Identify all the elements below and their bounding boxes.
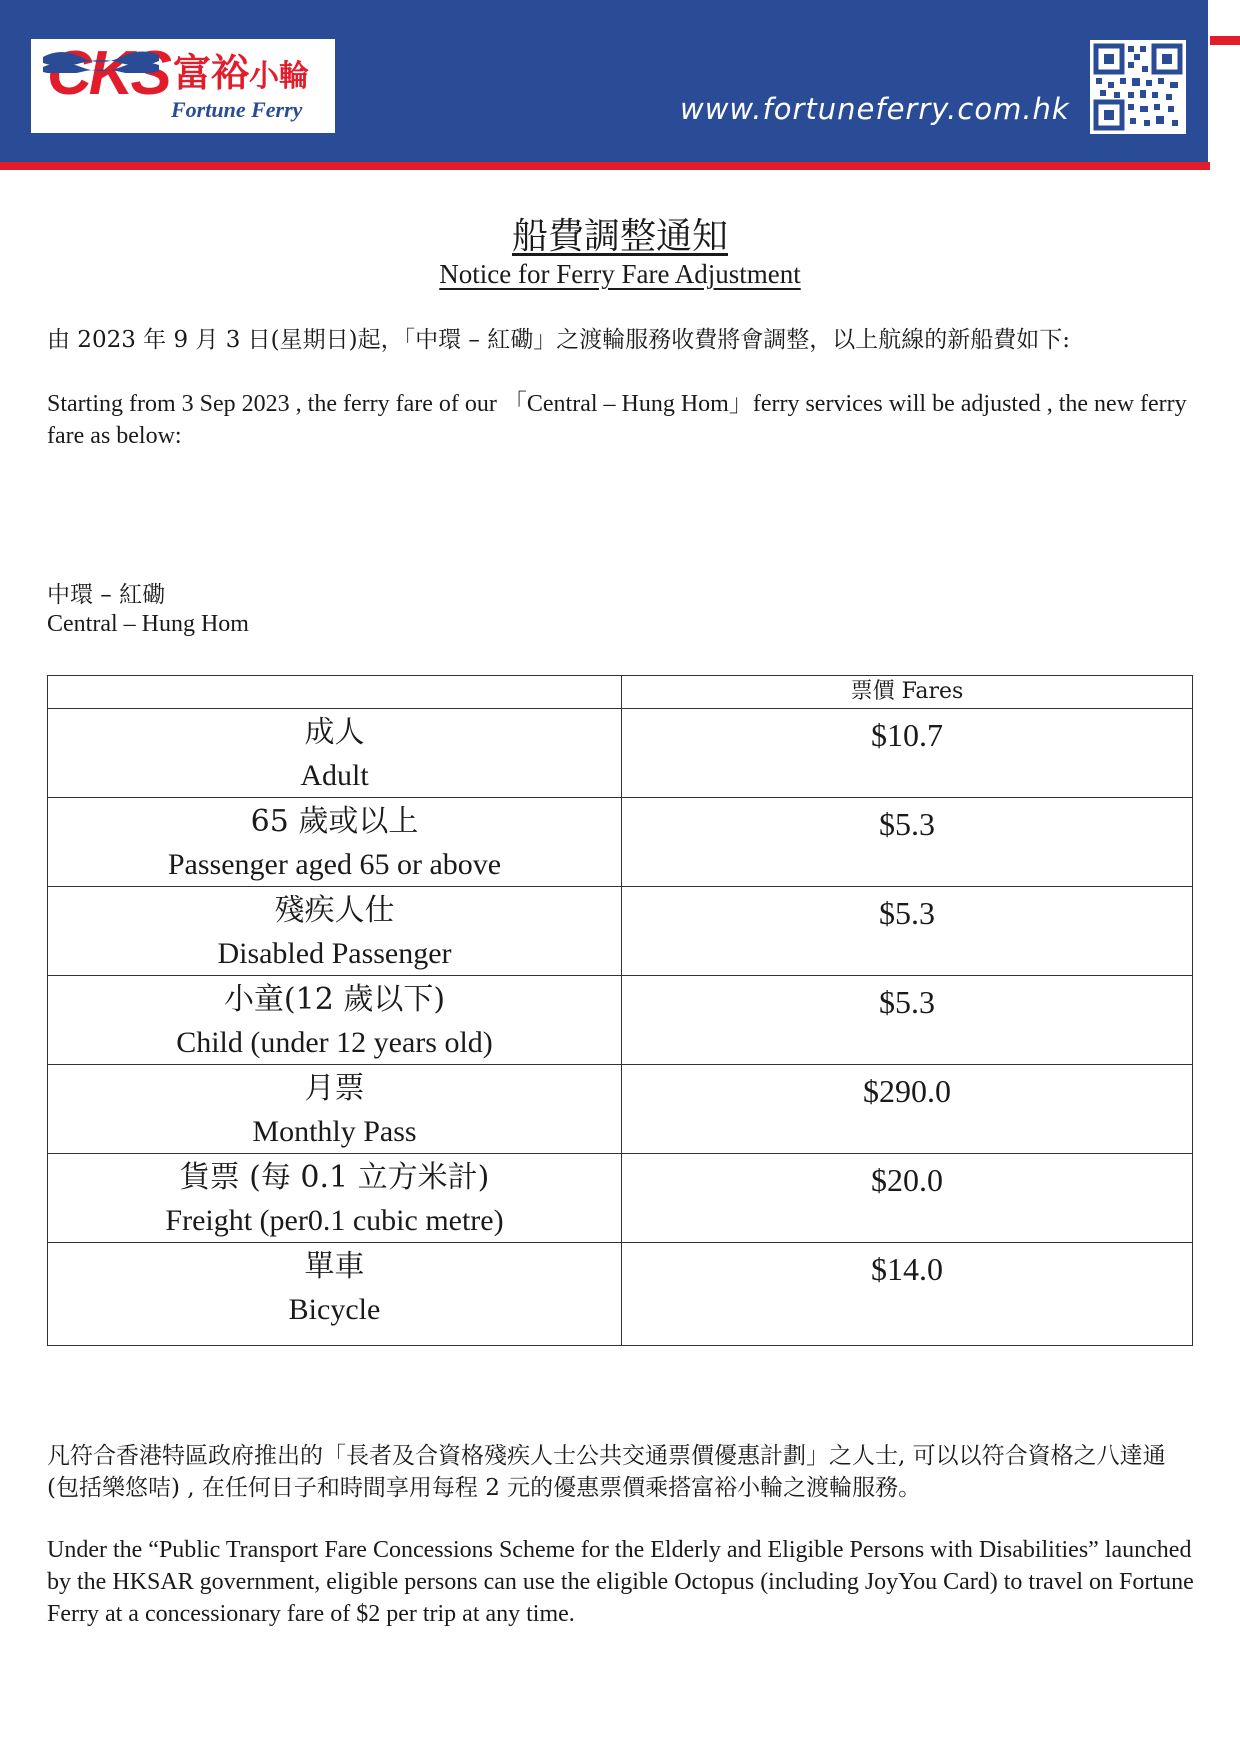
category-chinese: 65 歲或以上 bbox=[250, 804, 419, 839]
notice-title-english bbox=[0, 259, 1240, 290]
category-chinese: 貨票 (每 0.1 立方米計) bbox=[179, 1160, 490, 1195]
notice-title-chinese bbox=[0, 208, 1240, 259]
fare-category-cell bbox=[48, 709, 622, 798]
logo-chinese-name bbox=[173, 53, 309, 97]
logo-cks-mark: CKS bbox=[47, 39, 169, 108]
category-english: Disabled Passenger bbox=[217, 937, 452, 970]
fare-price: $14.0 bbox=[871, 1251, 943, 1287]
logo-chinese-small: 小輪 bbox=[249, 59, 310, 94]
fare-price: $290.0 bbox=[863, 1073, 951, 1109]
category-english: Passenger aged 65 or above bbox=[167, 848, 502, 881]
fare-price-cell bbox=[622, 1243, 1193, 1346]
route-name-english: Central – Hung Hom bbox=[47, 611, 249, 637]
table-row bbox=[48, 887, 1193, 976]
website-url[interactable]: www.fortuneferry.com.hk bbox=[680, 92, 1070, 126]
fare-price: $5.3 bbox=[879, 806, 935, 842]
fare-table bbox=[47, 675, 1193, 1346]
category-english: Monthly Pass bbox=[252, 1115, 417, 1148]
intro-english: Starting from 3 Sep 2023 , the ferry fare of our 「Central – Hung Hom」ferry services will be adjusted , the new ferry fare as below: bbox=[47, 391, 1187, 449]
category-chinese: 殘疾人仕 bbox=[274, 893, 395, 928]
category-english: Freight (per0.1 cubic metre) bbox=[165, 1204, 504, 1237]
category-chinese: 單車 bbox=[304, 1249, 365, 1284]
table-row bbox=[48, 1154, 1193, 1243]
table-row bbox=[48, 976, 1193, 1065]
notice-title-english-text: Notice for Ferry Fare Adjustment bbox=[439, 259, 801, 289]
qr-code-icon bbox=[1090, 40, 1186, 134]
fare-price-cell bbox=[622, 887, 1193, 976]
route-name-chinese: 中環 – 紅磡 bbox=[47, 582, 166, 608]
header-category-cell bbox=[48, 676, 622, 709]
category-chinese: 小童(12 歲以下) bbox=[223, 982, 446, 1017]
table-row bbox=[48, 1243, 1193, 1346]
logo-waves-icon bbox=[41, 47, 161, 73]
fare-category-cell bbox=[48, 1154, 622, 1243]
header-edge-red bbox=[1210, 36, 1240, 45]
header-red-rule bbox=[0, 162, 1210, 170]
fare-price-cell bbox=[622, 798, 1193, 887]
category-chinese: 成人 bbox=[304, 715, 365, 750]
category-english: Adult bbox=[300, 759, 369, 792]
table-row bbox=[48, 1065, 1193, 1154]
fare-price-cell bbox=[622, 709, 1193, 798]
concession-english: Under the “Public Transport Fare Concessions Scheme for the Elderly and Eligible Persons with Disabilities” launched by the HKSAR government, eligible persons can use the eligible Octopus (including JoyYou Card) to travel on Fortune Ferry at a concessionary fare of $2 per trip at any time. bbox=[47, 1537, 1194, 1627]
category-english: Child (under 12 years old) bbox=[176, 1026, 493, 1059]
fare-category-cell bbox=[48, 1243, 622, 1346]
category-chinese: 月票 bbox=[304, 1071, 365, 1106]
fare-price: $5.3 bbox=[879, 984, 935, 1020]
notice-title-chinese-text: 船費調整通知 bbox=[511, 216, 728, 257]
fare-category-cell bbox=[48, 887, 622, 976]
fare-price-cell bbox=[622, 1065, 1193, 1154]
fare-category-cell bbox=[48, 798, 622, 887]
fare-price: $5.3 bbox=[879, 895, 935, 931]
intro-chinese: 由 2023 年 9 月 3 日(星期日)起，「中環 – 紅磡」之渡輪服務收費將會調整，以上航線的新船費如下: bbox=[47, 327, 1070, 353]
concession-chinese: 凡符合香港特區政府推出的「長者及合資格殘疾人士公共交通票價優惠計劃」之人士, 可以以符合資格之八達通(包括樂悠咭) , 在任何日子和時間享用每程 2 元的優惠票價乘搭富裕小輪之渡輪服務。 bbox=[47, 1443, 1166, 1501]
fare-table-header bbox=[48, 676, 1193, 709]
fare-category-cell bbox=[48, 1065, 622, 1154]
fare-price: $20.0 bbox=[871, 1162, 943, 1198]
logo-english-name: Fortune Ferry bbox=[171, 97, 303, 122]
fare-price-cell bbox=[622, 976, 1193, 1065]
company-logo bbox=[31, 39, 335, 133]
fare-price-cell bbox=[622, 1154, 1193, 1243]
fare-category-cell bbox=[48, 976, 622, 1065]
logo-chinese-main: 富裕 bbox=[173, 51, 250, 95]
header-fares-cell: 票價 Fares bbox=[622, 676, 1193, 709]
header-banner bbox=[0, 0, 1240, 172]
table-row bbox=[48, 709, 1193, 798]
fare-price: $10.7 bbox=[871, 717, 943, 753]
category-english: Bicycle bbox=[288, 1293, 381, 1326]
table-row bbox=[48, 798, 1193, 887]
